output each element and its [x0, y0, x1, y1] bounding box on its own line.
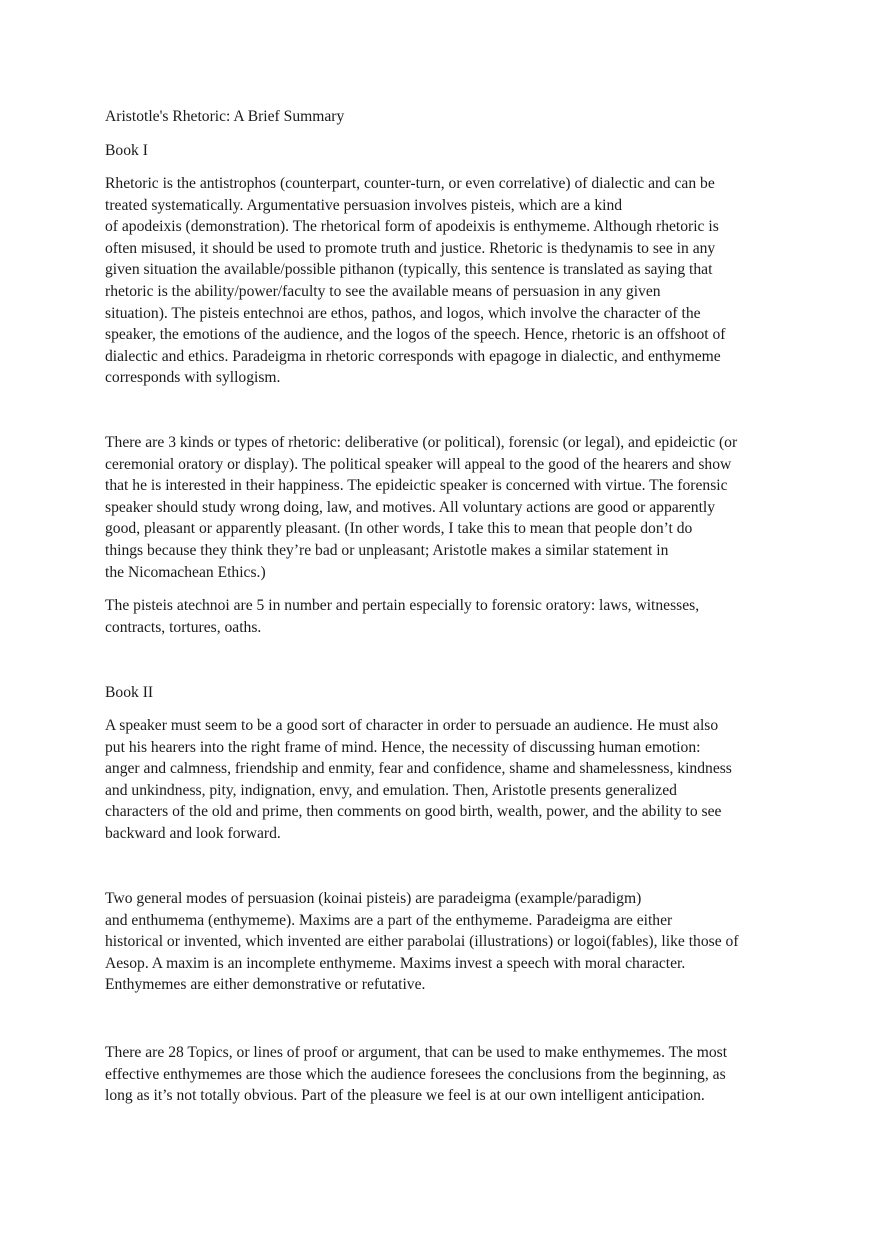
paragraph-line: and enthumema (enthymeme). Maxims are a part of the enthymeme. Paradeigma are either [105, 911, 673, 929]
book2-heading: Book II [105, 684, 154, 701]
paragraph-line: effective enthymemes are those which the audience foresees the conclusions from the beginning, as [105, 1065, 726, 1083]
book2-paragraph-2 [105, 888, 769, 996]
paragraph-line: contracts, tortures, oaths. [105, 618, 262, 636]
paragraph-line: Aesop. A maxim is an incomplete enthymeme. Maxims invest a speech with moral character. [105, 954, 686, 972]
paragraph-line: often misused, it should be used to promote truth and justice. Rhetoric is thedynamis to see in any [105, 239, 716, 257]
paragraph-line: The pisteis atechnoi are 5 in number and pertain especially to forensic oratory: laws, witnesses, [105, 597, 700, 614]
paragraph-line: dialectic and ethics. Paradeigma in rhetoric corresponds with epagoge in dialectic, and enthymeme [105, 347, 721, 365]
book2-paragraph-3 [105, 1042, 769, 1107]
paragraph-line: There are 28 Topics, or lines of proof or argument, that can be used to make enthymemes. The most [105, 1044, 728, 1061]
paragraph-line: that he is interested in their happiness. The epideictic speaker is concerned with virtue. The forensic [105, 477, 728, 495]
paragraph-line: There are 3 kinds or types of rhetoric: deliberative (or political), forensic (or legal), and epideictic (or [105, 434, 738, 451]
paragraph-line: A speaker must seem to be a good sort of character in order to persuade an audience. He must also [105, 717, 719, 734]
paragraph-line: speaker should study wrong doing, law, and motives. All voluntary actions are good or apparently [105, 498, 716, 516]
book2-paragraph-1 [105, 715, 769, 845]
paragraph-line: things because they think they’re bad or unpleasant; Aristotle makes a similar statement in [105, 541, 669, 559]
paragraph-line: treated systematically. Argumentative persuasion involves pisteis, which are a kind [105, 196, 623, 214]
paragraph-line: of apodeixis (demonstration). The rhetorical form of apodeixis is enthymeme. Although rhetoric is [105, 218, 719, 236]
paragraph-line: Enthymemes are either demonstrative or refutative. [105, 976, 426, 994]
paragraph-line: situation). The pisteis entechnoi are ethos, pathos, and logos, which involve the character of the [105, 304, 701, 322]
paragraph-line: Two general modes of persuasion (koinai pisteis) are paradeigma (example/paradigm) [105, 890, 642, 907]
paragraph-line: corresponds with syllogism. [105, 369, 281, 387]
paragraph-line: the Nicomachean Ethics.) [105, 563, 266, 581]
document-title: Aristotle's Rhetoric: A Brief Summary [105, 108, 345, 125]
paragraph-line: characters of the old and prime, then comments on good birth, wealth, power, and the ability to see [105, 803, 722, 821]
paragraph-line: given situation the available/possible pithanon (typically, this sentence is translated as saying that [105, 261, 713, 279]
paragraph-line: backward and look forward. [105, 824, 281, 842]
paragraph-line: rhetoric is the ability/power/faculty to see the available means of persuasion in any given [105, 282, 661, 300]
paragraph-line: anger and calmness, friendship and enmity, fear and confidence, shame and shamelessness, kindness [105, 760, 732, 778]
paragraph-line: long as it’s not totally obvious. Part of the pleasure we feel is at our own intelligent anticipation. [105, 1087, 705, 1105]
paragraph-line: put his hearers into the right frame of mind. Hence, the necessity of discussing human emotion: [105, 738, 701, 756]
book1-paragraph-3 [105, 595, 769, 638]
paragraph-line: ceremonial oratory or display). The political speaker will appeal to the good of the hearers and show [105, 455, 732, 473]
paragraph-line: and unkindness, pity, indignation, envy, and emulation. Then, Aristotle presents generalized [105, 781, 677, 799]
paragraph-line: speaker, the emotions of the audience, and the logos of the speech. Hence, rhetoric is an offshoot of [105, 326, 726, 344]
paragraph-line: good, pleasant or apparently pleasant. (In other words, I take this to mean that people don’t do [105, 520, 693, 538]
book1-heading: Book I [105, 142, 148, 159]
book1-paragraph-2 [105, 432, 769, 583]
paragraph-line: Rhetoric is the antistrophos (counterpart, counter-turn, or even correlative) of dialectic and can be [105, 175, 715, 192]
paragraph-line: historical or invented, which invented are either parabolai (illustrations) or logoi(fables), like those of [105, 933, 739, 951]
book1-paragraph-1 [105, 173, 769, 389]
